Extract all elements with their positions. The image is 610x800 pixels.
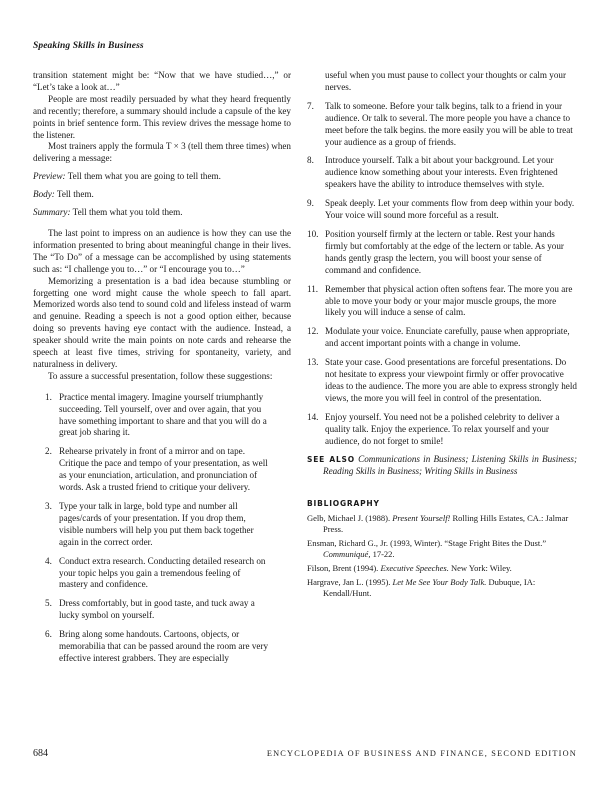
- list-item: 4. Conduct extra research. Conducting detailed research on your topic helps you gain a tremendous feeling of mastery and confidence.: [45, 555, 266, 590]
- left-column: [33, 70, 291, 672]
- formula-preview: [33, 171, 291, 183]
- paragraph: To assure a successful presentation, follow these suggestions:: [48, 370, 273, 381]
- bibliography-entry: Filson, Brent (1994). Executive Speeches. New York: Wiley.: [307, 563, 512, 574]
- paragraph: Memorizing a presentation is a bad idea because stumbling or forgetting one word might cause the whole speech to fall apart. Memorized words also tend to sound cold and lifeless instead of warm and genuine. Reading a speech is not a good option either, because doing so prevents having eye contact with the audience. Instead, a speaker should write the main points on note cards and rehearse the speech at least five times, striving for spontaneity, variety, and naturalness in delivery.: [33, 275, 291, 369]
- bibliography-entry: Gelb, Michael J. (1988). Present Yourself! Rolling Hills Estates, CA.: Jalmar Press.: [307, 513, 569, 535]
- running-head: Speaking Skills in Business: [33, 41, 144, 51]
- list-item: 7. Talk to someone. Before your talk begins, talk to a friend in your audience. Or talk to several. The more people you have a chance to meet before the talk begins. the more easily you will be able to treat your audience as a group of friends.: [307, 100, 573, 147]
- formula-text: Tell them what you are going to tell them.: [65, 171, 221, 182]
- list-item: 8. Introduce yourself. Talk a bit about your background. Let your audience know something about your interests. Even frightened speakers have the ability to introduce themselves with style.: [307, 155, 558, 190]
- list-item: 12. Modulate your voice. Enunciate carefully, pause when appropriate, and accent important points with a change in volume.: [307, 326, 570, 349]
- formula-label: Summary:: [33, 207, 71, 218]
- paragraph: People are most readily persuaded by what they heard frequently and recently; therefore, a summary should include a capsule of the key points in brief sentence form. This review drives the message home to the listener.: [33, 93, 291, 140]
- list-item: 3. Type your talk in large, bold type and number all pages/cards of your presentation. If you drop them, visible numbers will help you put them back together again in the correct order.: [45, 501, 254, 547]
- paragraph: transition statement might be: “Now that we have studied…,” or “Let’s take a look at…”: [33, 70, 291, 92]
- book-title: ENCYCLOPEDIA OF BUSINESS AND FINANCE, SECOND EDITION: [266, 749, 577, 758]
- formula-body: [33, 189, 291, 201]
- list-item: 1. Practice mental imagery. Imagine yourself triumphantly succeeding. Tell yourself, over and over again, that you have something important to share and that you will do a great job sharing it.: [45, 391, 267, 438]
- paragraph: Most trainers apply the formula T × 3 (tell them three times) when delivering a message:: [33, 141, 291, 164]
- bibliography-heading: BIBLIOGRAPHY: [307, 499, 380, 509]
- list-item: 10. Position yourself firmly at the lectern or table. Rest your hands firmly but comfortably at the edge of the lectern or table. As your hands gently grasp the lectern, you will boost your sense of command and confidence.: [307, 228, 564, 275]
- list-item: 6. Bring along some handouts. Cartoons, objects, or memorabilia that can be passed around the room are very effective interest grabbers. They are especially: [45, 629, 269, 663]
- see-also: [307, 454, 577, 478]
- list-item: 9. Speak deeply. Let your comments flow from deep within your body. Your voice will sound more forceful as a result.: [307, 198, 575, 221]
- formula-label: Body:: [33, 189, 55, 200]
- see-also-links[interactable]: Communications in Business; Listening Skills in Business; Reading Skills in Business; Writing Skills in Business: [323, 454, 578, 477]
- list-item: 11. Remember that physical action often softens fear. The more you are able to move your body or your major muscle groups, the more likely you will induce a sense of calm.: [307, 283, 573, 318]
- formula-text: Tell them.: [54, 189, 94, 200]
- right-column: [307, 70, 577, 599]
- page-number: 684: [33, 748, 48, 759]
- list-item: 2. Rehearse privately in front of a mirror and on tape. Critique the pace and tempo of your presentation, as well as your enunciation, articulation, and pronunciation of words. Ask a trusted friend to critique your delivery.: [45, 446, 268, 493]
- list-item: 14. Enjoy yourself. You need not be a polished celebrity to deliver a quality talk. Enjoy the experience. To relax yourself and your audience, do not forget to smile!: [307, 411, 560, 446]
- bibliography-entry: Ensman, Richard G., Jr. (1993, Winter). “Stage Fright Bites the Dust.” Communiqué, 17-22.: [307, 538, 547, 560]
- suggestions-list-continued: [307, 101, 577, 448]
- bibliography-entry: Hargrave, Jan L. (1995). Let Me See Your Body Talk. Dubuque, IA: Kendall/Hunt.: [307, 577, 536, 599]
- list-item-continuation: useful when you must pause to collect your thoughts or calm your nerves.: [325, 70, 567, 92]
- paragraph: The last point to impress on an audience is how they can use the information presented to bring about meaningful change in their lives. The “To Do” of a message can be accomplished by using statements such as: “I challenge you to…” or “I encourage you to…”: [33, 227, 291, 274]
- formula-text: Tell them what you told them.: [70, 207, 183, 218]
- formula-summary: [33, 207, 291, 219]
- list-item: 13. State your case. Good presentations are forceful presentations. Do not hesitate to express your viewpoint firmly or offer provocative ideas to the audience. The more you are able to express strongly held views, the more you will feel in control of the presentation.: [307, 357, 577, 403]
- formula-label: Preview:: [33, 171, 66, 182]
- suggestions-list: [33, 392, 291, 665]
- list-item: 5. Dress comfortably, but in good taste, and tuck away a lucky symbol on yourself.: [45, 598, 255, 621]
- see-also-label: SEE ALSO: [307, 455, 355, 465]
